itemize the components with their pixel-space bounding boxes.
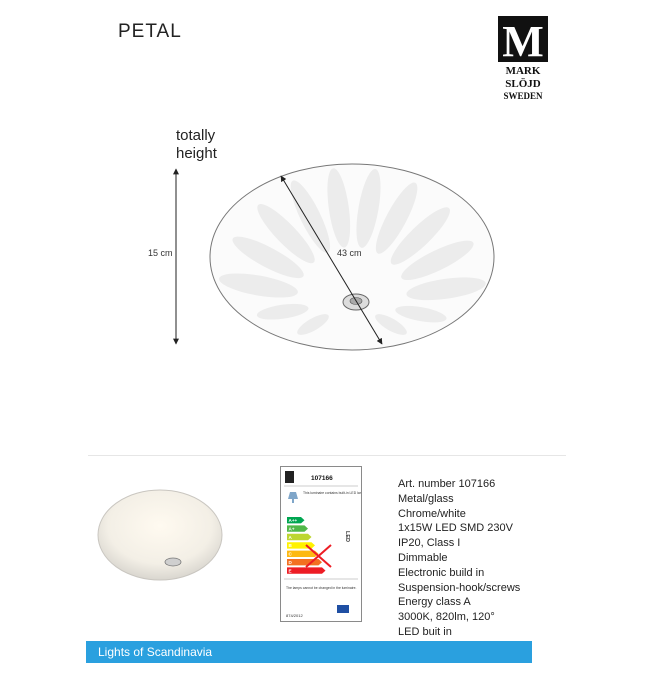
logo-letter: M bbox=[502, 17, 544, 66]
energy-led-text: LED bbox=[344, 531, 350, 542]
divider bbox=[88, 455, 566, 456]
logo-line2: SLÖJD bbox=[505, 78, 541, 90]
height-caption-line2: height bbox=[176, 145, 217, 162]
energy-notice: The lamps cannot be changed in the luminaire. bbox=[286, 586, 357, 590]
product-photo bbox=[95, 480, 225, 590]
spec-line: 1x15W LED SMD 230V bbox=[398, 522, 513, 535]
spec-line: Art. number 107166 bbox=[398, 478, 496, 490]
energy-bar bbox=[287, 559, 322, 565]
energy-class-label: A++ bbox=[288, 518, 298, 523]
height-caption bbox=[176, 127, 217, 163]
energy-class-label: C bbox=[288, 551, 292, 557]
spec-line: Chrome/white bbox=[398, 507, 466, 520]
height-caption-line1: totally bbox=[176, 127, 216, 144]
product-title: PETAL bbox=[118, 21, 182, 42]
spec-line: Energy class A bbox=[398, 596, 471, 609]
logo-line1: MARK bbox=[505, 65, 541, 77]
footer-bar bbox=[86, 641, 532, 663]
diameter-value: 43 cm bbox=[337, 248, 362, 258]
energy-class-label: A bbox=[288, 534, 292, 540]
energy-bar bbox=[287, 567, 326, 573]
spec-line: Suspension-hook/screws bbox=[398, 581, 521, 594]
energy-label bbox=[280, 466, 362, 622]
energy-info-text: This luminaire contains built-in LED lamps. bbox=[303, 491, 361, 495]
spec-line: Dimmable bbox=[398, 551, 448, 564]
spec-line: 3000K, 820lm, 120° bbox=[398, 611, 495, 624]
spec-line: Metal/glass bbox=[398, 492, 454, 505]
spec-line: Electronic build in bbox=[398, 566, 485, 579]
energy-label-graphic bbox=[281, 467, 361, 621]
footer-text: Lights of Scandinavia bbox=[98, 645, 213, 659]
spec-line: IP20, Class I bbox=[398, 537, 461, 550]
energy-class-label: A+ bbox=[288, 526, 295, 532]
energy-class-label: D bbox=[288, 560, 292, 565]
energy-class-label: B bbox=[288, 543, 292, 549]
energy-regulation: 874/2012 bbox=[286, 613, 303, 618]
spec-line: LED buit in bbox=[398, 625, 452, 638]
spec-list bbox=[398, 477, 520, 640]
height-value: 15 cm bbox=[148, 248, 173, 258]
energy-art-number: 107166 bbox=[311, 475, 333, 482]
energy-class-label: E bbox=[288, 568, 292, 574]
logo-line3: SWEDEN bbox=[503, 91, 543, 101]
